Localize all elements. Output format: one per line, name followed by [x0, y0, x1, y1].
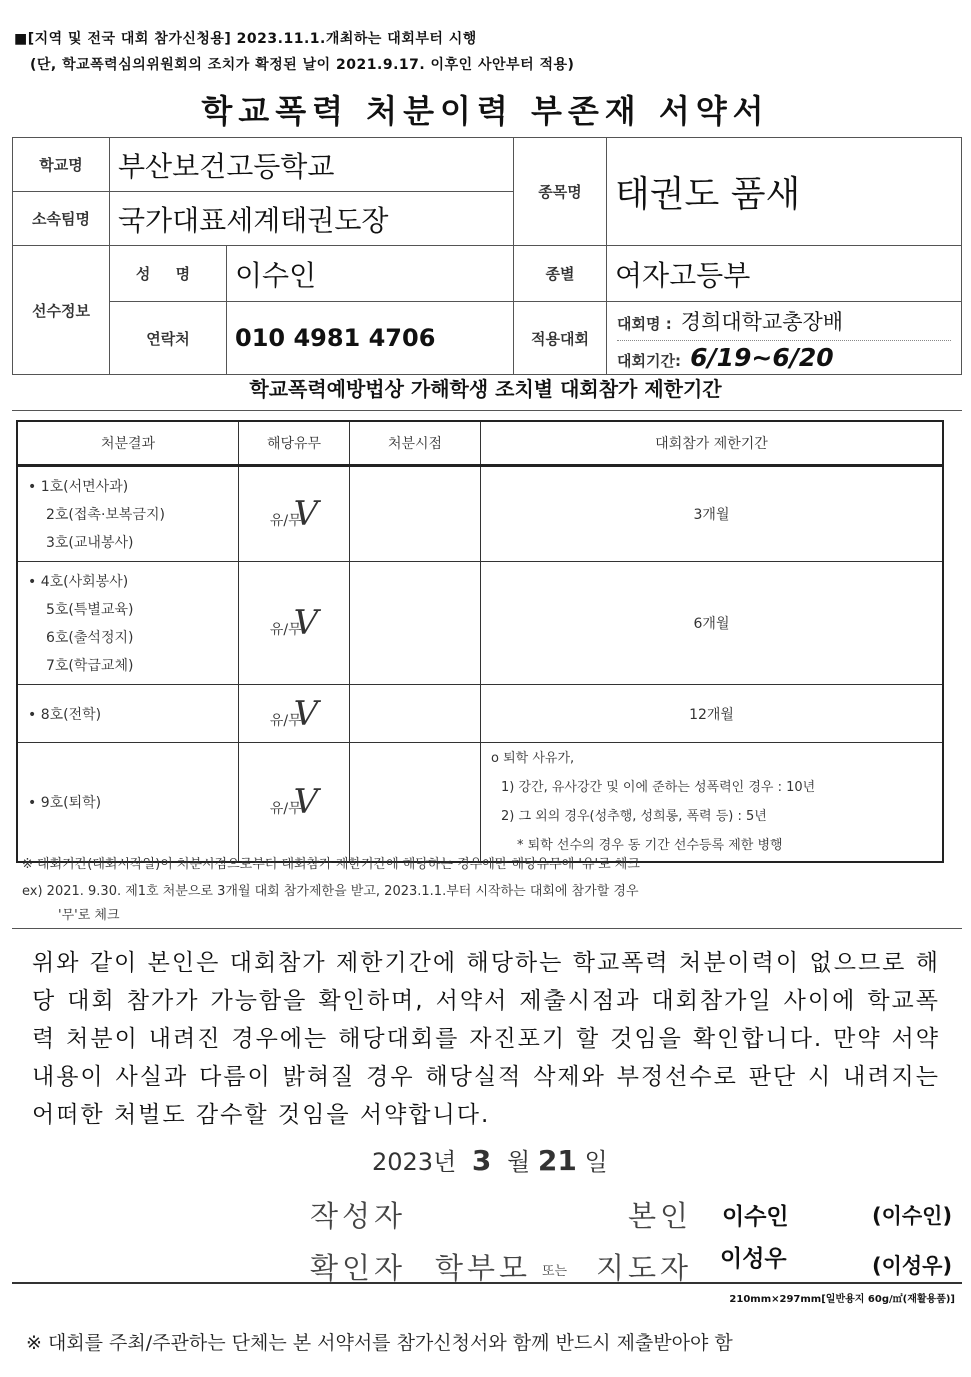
section-divider — [12, 410, 962, 411]
paper-spec: 210mm×297mm[일반용지 60g/㎡(재활용품)] — [729, 1294, 955, 1305]
disposition-item: • 4호(사회봉사) — [28, 574, 129, 590]
table-row — [17, 562, 943, 685]
period-detail — [481, 743, 944, 863]
time-cell — [350, 685, 481, 743]
document-title: 학교폭력 처분이력 부존재 서약서 — [201, 92, 770, 130]
event-value: 태권도 품새 — [607, 138, 962, 246]
date-month: 3 — [471, 1144, 492, 1177]
comp-period-value: 6/19~6/20 — [690, 343, 834, 372]
comp-name-value: 경희대학교총장배 — [680, 310, 844, 334]
date-month-label: 월 — [507, 1148, 531, 1176]
confirmer-name: 이성우 — [720, 1246, 787, 1272]
disposition-item: 3호(교내봉사) — [46, 535, 134, 551]
period-value: 12개월 — [481, 685, 944, 743]
comp-period-label: 대회기간: — [617, 352, 681, 370]
header-line-2: (단, 학교폭력심의위원회의 조치가 확정된 날이 2021.9.17. 이후인 사안부터 적용) — [30, 57, 575, 73]
check-mark-icon: V — [293, 782, 319, 822]
time-cell — [350, 743, 481, 863]
table-row — [17, 685, 943, 743]
confirmer-label: 확인자 — [310, 1251, 407, 1285]
note-2: ex) 2021. 9.30. 제1호 처분으로 3개월 대회 참가제한을 받고, 2023.1.1.부터 시작하는 대회에 참가할 경우 — [22, 884, 639, 899]
confirmer-seal: (이성우) — [872, 1254, 953, 1278]
col-header-result: 처분결과 — [17, 421, 239, 466]
contact-label: 연락처 — [110, 302, 227, 375]
or-label: 또는 — [542, 1264, 568, 1279]
disposition-item: 7호(학급교체) — [46, 658, 134, 674]
disposition-item: • 8호(전학) — [28, 706, 102, 723]
name-label: 성 명 — [110, 246, 227, 302]
applicable-value: 유/무 — [269, 513, 302, 529]
col-header-period: 대회참가 제한기간 — [481, 421, 944, 466]
date-day-label: 일 — [584, 1148, 608, 1176]
statement-text: 위와 같이 본인은 대회참가 제한기간에 해당하는 학교폭력 처분이력이 없으므로 해당 대회 참가가 가능함을 확인하며, 서약서 제출시점과 대회참가일 사이에 학교폭력 처분이 내려진 경우에는 해당대회를 자진포기 할 것임을 확인합니다. 만약 서약내용이 사실과 다름이 밝혀질 경우 해당실적 삭제와 부정선수로 판단 시 내려지는 어떠한 처벌도 감수할 것임을 서약합니다. — [32, 950, 940, 1128]
self-label: 본인 — [628, 1199, 693, 1233]
team-label: 소속팀명 — [13, 192, 110, 246]
info-table — [12, 137, 962, 375]
disposition-item: 6호(출석정지) — [46, 630, 134, 646]
time-cell — [350, 466, 481, 562]
applicable-value: 유/무 — [269, 622, 302, 638]
team-value: 국가대표세계태권도장 — [110, 192, 514, 246]
check-mark-icon: V — [293, 494, 319, 534]
date-line — [372, 1142, 608, 1177]
coach-label: 지도자 — [596, 1251, 693, 1285]
date-year: 2023년 — [372, 1148, 457, 1176]
section-title: 학교폭력예방법상 가해학생 조치별 대회참가 제한기간 — [249, 377, 722, 401]
period-value: 6개월 — [481, 562, 944, 685]
division-label: 종별 — [514, 246, 607, 302]
parent-label: 학부모 — [435, 1251, 532, 1285]
event-label: 종목명 — [514, 138, 607, 246]
date-day: 21 — [537, 1144, 577, 1177]
period-line: 2) 그 외의 경우(성추행, 성희롱, 폭력 등) : 5년 — [501, 809, 767, 824]
footer-note: ※ 대회를 주최/주관하는 단체는 본 서약서를 참가신청서와 함께 반드시 제출받아야 함 — [26, 1332, 733, 1354]
comp-name-label: 대회명 : — [617, 315, 672, 333]
table-row — [17, 743, 943, 863]
period-line: * 퇴학 선수의 경우 동 기간 선수등록 제한 병행 — [517, 838, 783, 853]
header-line-1: ■[지역 및 전국 대회 참가신청용] 2023.11.1.개최하는 대회부터 시행 — [14, 31, 477, 47]
table-row — [17, 466, 943, 562]
col-header-time: 처분시점 — [350, 421, 481, 466]
period-value: 3개월 — [481, 466, 944, 562]
contact-value: 010 4981 4706 — [227, 302, 514, 375]
notes-divider — [12, 928, 962, 929]
disposition-item: 2호(접촉·보복금지) — [46, 507, 165, 523]
time-cell — [350, 562, 481, 685]
disposition-item: • 1호(서면사과) — [28, 479, 129, 495]
check-mark-icon: V — [293, 693, 319, 734]
division-value: 여자고등부 — [607, 246, 962, 302]
period-line: 1) 강간, 유사강간 및 이에 준하는 성폭력인 경우 : 10년 — [501, 780, 816, 795]
writer-label: 작성자 — [310, 1199, 407, 1233]
applied-comp-label: 적용대회 — [514, 302, 607, 375]
check-mark-icon: V — [293, 603, 319, 643]
writer-seal: (이수인) — [872, 1204, 953, 1228]
disposition-item: 5호(특별교육) — [46, 602, 134, 618]
discipline-table — [16, 420, 944, 863]
applicable-value: 유/무 — [269, 712, 302, 729]
note-3: '무'로 체크 — [58, 908, 120, 923]
period-line: o 퇴학 사유가, — [491, 751, 575, 766]
school-label: 학교명 — [13, 138, 110, 192]
applied-comp-cell — [607, 302, 962, 375]
note-1: ※ 대회기간(대회시작일)이 처분시점으로부터 대회참가 제한기간에 해당하는 경우에만 해당유무에 '유'로 체크 — [22, 857, 640, 872]
disposition-item: • 9호(퇴학) — [28, 795, 102, 811]
school-value: 부산보건고등학교 — [110, 138, 514, 192]
applicable-value: 유/무 — [269, 801, 302, 817]
footer-divider — [12, 1282, 962, 1284]
writer-name: 이수인 — [722, 1204, 789, 1230]
name-value: 이수인 — [227, 246, 514, 302]
col-header-applicable: 해당유무 — [239, 421, 350, 466]
player-info-label: 선수정보 — [13, 246, 110, 375]
